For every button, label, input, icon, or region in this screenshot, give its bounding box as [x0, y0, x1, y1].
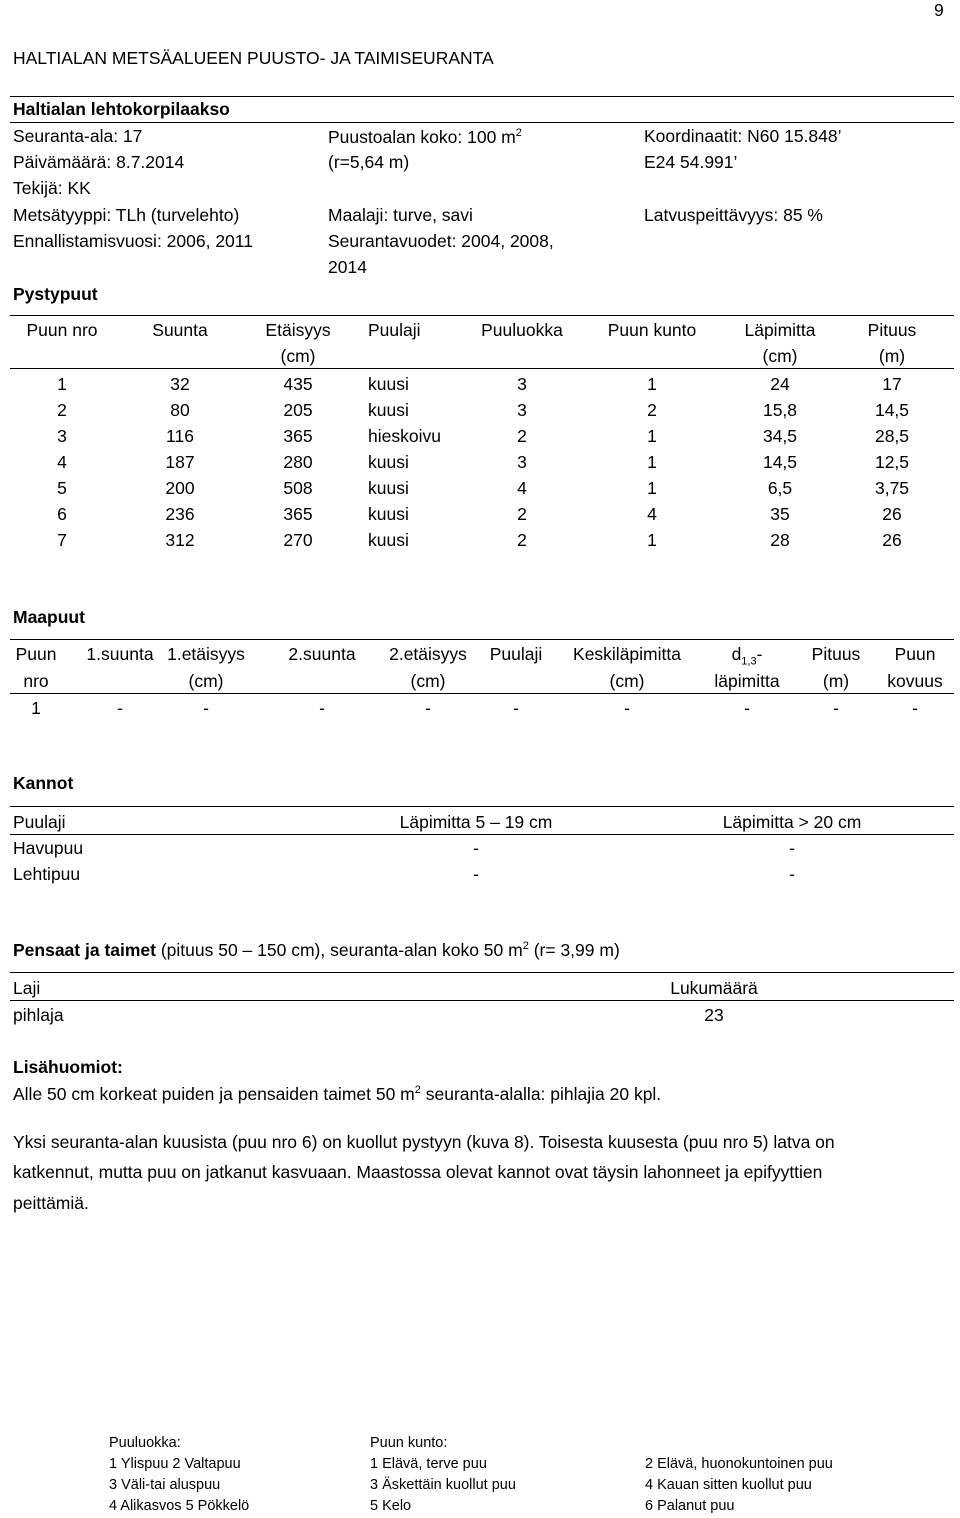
pystypuut-cell: 4	[517, 478, 527, 498]
pystypuut-cell: 4	[647, 504, 657, 524]
pystypuut-cell: 5	[57, 478, 67, 498]
maapuut-header-unit: läpimitta	[714, 671, 780, 691]
maapuut-header: 2.etäisyys	[389, 644, 467, 664]
pystypuut-header-unit: (cm)	[762, 346, 798, 366]
divider	[10, 639, 954, 640]
pystypuut-cell: 2	[517, 504, 527, 524]
pystypuut-cell: 3	[517, 400, 527, 420]
pystypuut-cell: 14,5	[762, 452, 798, 472]
latvuspeittavyys: Latvuspeittävyys: 85 %	[644, 205, 823, 225]
legend-kunto-line: 2 Elävä, huonokuntoinen puu	[645, 1456, 833, 1472]
pystypuut-cell: 1	[647, 530, 657, 550]
pystypuut-cell: 270	[283, 530, 313, 550]
pystypuut-cell: 116	[166, 426, 194, 446]
pystypuut-cell: 26	[882, 530, 902, 550]
pystypuut-cell: 1	[647, 374, 657, 394]
ennallistamisvuosi: Ennallistamisvuosi: 2006, 2011	[13, 231, 253, 251]
divider	[10, 96, 954, 97]
kannot-heading: Kannot	[13, 773, 74, 793]
page-number: 9	[934, 0, 944, 20]
pystypuut-cell: 3	[57, 426, 67, 446]
document-title: HALTIALAN METSÄALUEEN PUUSTO- JA TAIMISEURANTA	[13, 48, 494, 68]
pystypuut-cell: 12,5	[874, 452, 910, 472]
pystypuut-cell: 280	[283, 452, 313, 472]
maapuut-header: Puun	[894, 644, 936, 664]
pystypuut-cell: 6	[57, 504, 67, 524]
maapuut-header-unit: kovuus	[887, 671, 943, 691]
seuranta-ala: Seuranta-ala: 17	[13, 126, 143, 146]
pystypuut-cell: 32	[170, 374, 190, 394]
pystypuut-cell: 2	[647, 400, 657, 420]
pensaat-header-lukumaara: Lukumäärä	[670, 978, 758, 998]
pystypuut-cell: kuusi	[368, 452, 409, 472]
pystypuut-cell: 312	[165, 530, 195, 550]
divider	[10, 1000, 954, 1001]
pystypuut-cell: kuusi	[368, 504, 409, 524]
pystypuut-cell: kuusi	[368, 530, 409, 550]
pystypuut-cell: 200	[165, 478, 195, 498]
pystypuut-cell: 17	[882, 374, 902, 394]
pystypuut-header: Puun nro	[26, 320, 98, 340]
lisahuomiot-paragraph-3: peittämiä.	[13, 1193, 89, 1213]
pystypuut-cell: 187	[165, 452, 195, 472]
pystypuut-cell: 1	[57, 374, 67, 394]
pystypuut-header: Puun kunto	[607, 320, 697, 340]
pystypuut-header: Suunta	[152, 320, 208, 340]
pystypuut-cell: 4	[57, 452, 67, 472]
puustoalan-r: (r=5,64 m)	[328, 152, 410, 172]
legend-kunto-line: 6 Palanut puu	[645, 1498, 735, 1514]
divider	[10, 834, 954, 835]
maapuut-header: Puun	[15, 644, 57, 664]
pystypuut-cell: 2	[517, 530, 527, 550]
maapuut-header: Keskiläpimitta	[573, 644, 681, 664]
maapuut-cell: -	[912, 698, 918, 718]
maapuut-cell: -	[117, 698, 123, 718]
kannot-row-label: Lehtipuu	[13, 864, 81, 884]
kannot-row-label: Havupuu	[13, 838, 84, 858]
kannot-cell: -	[473, 838, 479, 858]
pystypuut-cell: 6,5	[767, 478, 793, 498]
seurantavuodet-cont: 2014	[328, 257, 367, 277]
pystypuut-cell: kuusi	[368, 374, 409, 394]
lisahuomiot-paragraph-2: katkennut, mutta puu on jatkanut kasvuaan. Maastossa olevat kannot ovat täysin lahonneet ja epifyyttien	[13, 1162, 823, 1182]
pystypuut-cell: 35	[770, 504, 790, 524]
maapuut-header-unit: nro	[23, 671, 49, 691]
maalaji: Maalaji: turve, savi	[328, 205, 473, 225]
pystypuut-cell: 3	[517, 374, 527, 394]
pystypuut-cell: 3	[517, 452, 527, 472]
pensaat-heading: Pensaat ja taimet (pituus 50 – 150 cm), seuranta-alan koko 50 $m^2$ (r= 3,99 m)	[13, 939, 620, 960]
kannot-header-small: Läpimitta 5 – 19 cm	[399, 812, 553, 832]
pystypuut-cell: 435	[283, 374, 313, 394]
pystypuut-cell: 236	[165, 504, 195, 524]
maapuut-cell: -	[624, 698, 630, 718]
divider	[10, 972, 954, 973]
legend-puuluokka-line: 3 Väli-tai aluspuu	[109, 1477, 221, 1493]
kannot-header-large: Läpimitta > 20 cm	[722, 812, 862, 832]
pystypuut-header: Puuluokka	[481, 320, 563, 340]
lisahuomiot-heading: Lisähuomiot:	[13, 1057, 123, 1077]
maapuut-header: 1.suunta	[86, 644, 154, 664]
paivamaara: Päivämäärä: 8.7.2014	[13, 152, 185, 172]
maapuut-header-unit: (m)	[822, 671, 850, 691]
maapuut-header: 2.suunta	[288, 644, 356, 664]
pystypuut-header-unit: (m)	[878, 346, 906, 366]
maapuut-cell: -	[744, 698, 750, 718]
pystypuut-cell: 3,75	[874, 478, 910, 498]
legend-kunto-line: 5 Kelo	[370, 1498, 412, 1514]
pystypuut-cell: 1	[647, 426, 657, 446]
kannot-header-puulaji: Puulaji	[13, 812, 66, 832]
pystypuut-cell: 1	[647, 452, 657, 472]
pystypuut-heading: Pystypuut	[13, 284, 98, 304]
pystypuut-cell: 14,5	[874, 400, 910, 420]
maapuut-cell: -	[425, 698, 431, 718]
pystypuut-cell: 34,5	[762, 426, 798, 446]
legend-puuluokka-line: 4 Alikasvos 5 Pökkelö	[109, 1498, 250, 1514]
legend-kunto-line: 3 Äskettäin kuollut puu	[370, 1477, 516, 1493]
koordinaatit-cont: E24 54.991’	[644, 152, 738, 172]
pystypuut-cell: 7	[57, 530, 67, 550]
pystypuut-cell: 2	[517, 426, 527, 446]
pystypuut-cell: 205	[283, 400, 313, 420]
legend-kunto-line: 4 Kauan sitten kuollut puu	[645, 1477, 812, 1493]
maapuut-header: Pituus	[811, 644, 861, 664]
pystypuut-cell: 2	[57, 400, 67, 420]
pystypuut-cell: 508	[283, 478, 313, 498]
maapuut-header-unit: (cm)	[188, 671, 224, 691]
divider	[10, 806, 954, 807]
pystypuut-header: Läpimitta	[744, 320, 816, 340]
puustoalan-koko: Puustoalan koko: 100 $m^2$	[328, 126, 522, 147]
pystypuut-cell: 26	[882, 504, 902, 524]
seurantavuodet: Seurantavuodet: 2004, 2008,	[328, 231, 554, 251]
pystypuut-header: Puulaji	[368, 320, 421, 340]
tekija: Tekijä: KK	[13, 178, 91, 198]
legend-kunto-line: 1 Elävä, terve puu	[370, 1456, 487, 1472]
pensaat-row-laji: pihlaja	[13, 1005, 64, 1025]
pystypuut-cell: kuusi	[368, 478, 409, 498]
pystypuut-header: Pituus	[867, 320, 917, 340]
koordinaatit: Koordinaatit: N60 15.848’	[644, 126, 842, 146]
kannot-cell: -	[789, 838, 795, 858]
maapuut-heading: Maapuut	[13, 607, 85, 627]
pystypuut-cell: 365	[283, 504, 313, 524]
divider	[10, 122, 954, 123]
divider	[10, 315, 954, 316]
legend-puuluokka-title: Puuluokka:	[109, 1435, 181, 1451]
pensaat-header-laji: Laji	[13, 978, 41, 998]
pystypuut-cell: 28	[770, 530, 790, 550]
lisahuomiot-line: Alle 50 cm korkeat puiden ja pensaiden taimet 50 $m^2$ seuranta-alalla: pihlajia 20 kpl.	[13, 1083, 662, 1104]
pystypuut-cell: hieskoivu	[368, 426, 441, 446]
maapuut-cell: 1	[31, 698, 41, 718]
divider	[10, 693, 954, 694]
pystypuut-cell: 1	[647, 478, 657, 498]
divider	[10, 368, 954, 369]
pystypuut-cell: kuusi	[368, 400, 409, 420]
site-name: Haltialan lehtokorpilaakso	[13, 99, 230, 119]
maapuut-header: $d_{1,3}-$	[731, 644, 763, 668]
legend-kunto-title: Puun kunto:	[370, 1435, 448, 1451]
pystypuut-cell: 28,5	[874, 426, 910, 446]
metsatyyppi: Metsätyyppi: TLh (turvelehto)	[13, 205, 240, 225]
pystypuut-header: Etäisyys	[265, 320, 331, 340]
maapuut-cell: -	[833, 698, 839, 718]
maapuut-header-unit: (cm)	[410, 671, 446, 691]
maapuut-header-unit: (cm)	[609, 671, 645, 691]
maapuut-cell: -	[513, 698, 519, 718]
maapuut-cell: -	[203, 698, 209, 718]
pystypuut-cell: 80	[170, 400, 190, 420]
pystypuut-header-unit: (cm)	[280, 346, 316, 366]
maapuut-cell: -	[319, 698, 325, 718]
pystypuut-cell: 15,8	[762, 400, 798, 420]
pystypuut-cell: 365	[283, 426, 313, 446]
pystypuut-cell: 24	[770, 374, 790, 394]
kannot-cell: -	[473, 864, 479, 884]
kannot-cell: -	[789, 864, 795, 884]
pensaat-row-lukumaara: 23	[704, 1005, 724, 1025]
lisahuomiot-paragraph-1: Yksi seuranta-alan kuusista (puu nro 6) on kuollut pystyyn (kuva 8). Toisesta kuusesta (puu nro 5) latva on	[13, 1132, 835, 1152]
maapuut-header: 1.etäisyys	[167, 644, 245, 664]
legend-puuluokka-line: 1 Ylispuu 2 Valtapuu	[109, 1456, 241, 1472]
maapuut-header: Puulaji	[489, 644, 543, 664]
